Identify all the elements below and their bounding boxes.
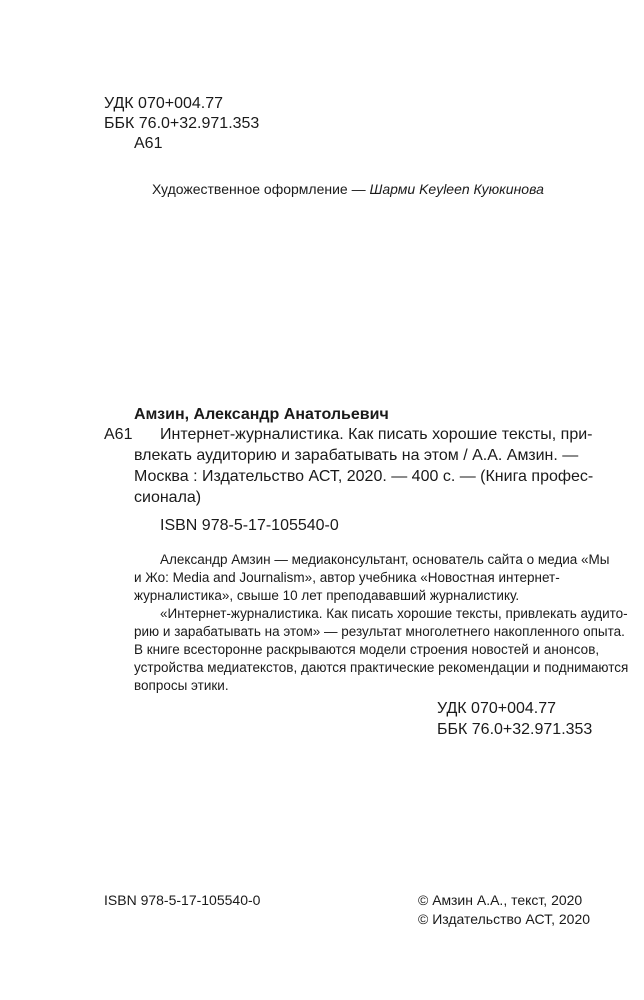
annotation-line: устройства медиатекстов, даются практические рекомендации и поднимаются [134,660,629,675]
card-desc-line: влекать аудиторию и зарабатывать на этом / А.А. Амзин. — [134,447,579,464]
card-desc-line: Москва : Издательство АСТ, 2020. — 400 с. — (Книга профес- [134,468,594,485]
footer-isbn: ISBN 978-5-17-105540-0 [104,892,261,908]
annotation-line: «Интернет-журналистика. Как писать хорошие тексты, привлекать аудито- [160,606,628,621]
header-code: А61 [134,135,163,152]
annotation-line: рию и зарабатывать на этом» — результат многолетнего накопленного опыта. [134,624,625,639]
annotation-line: вопросы этики. [134,678,229,693]
design-artists: Шарми Keyleen Куюкинова [369,181,544,197]
footer-copyright-author: © Амзин А.А., текст, 2020 [418,892,583,908]
footer-copyright-publisher: © Издательство АСТ, 2020 [418,911,591,927]
card-isbn: ISBN 978-5-17-105540-0 [160,517,339,534]
card-bbk: ББК 76.0+32.971.353 [437,721,593,738]
card-code: А61 [104,426,133,443]
annotation-line: журналистика», свыше 10 лет преподававший журналистику. [134,588,520,603]
annotation-line: Александр Амзин — медиаконсультант, основатель сайта о медиа «Мы [160,552,610,567]
header-bbk: ББК 76.0+32.971.353 [104,115,260,132]
card-desc-line: сионала) [134,489,202,506]
card-udk: УДК 070+004.77 [437,700,557,717]
annotation-line: и Жо: Media and Journalism», автор учебника «Новостная интернет- [134,570,560,585]
design-label: Художественное оформление — [152,181,366,197]
card-desc-line: Интернет-журналистика. Как писать хорошие тексты, при- [160,426,593,443]
annotation-line: В книге всесторонне раскрываются модели строения новостей и анонсов, [134,642,600,657]
header-udk: УДК 070+004.77 [104,95,224,112]
card-author: Амзин, Александр Анатольевич [134,406,389,423]
design-credit [152,180,544,199]
